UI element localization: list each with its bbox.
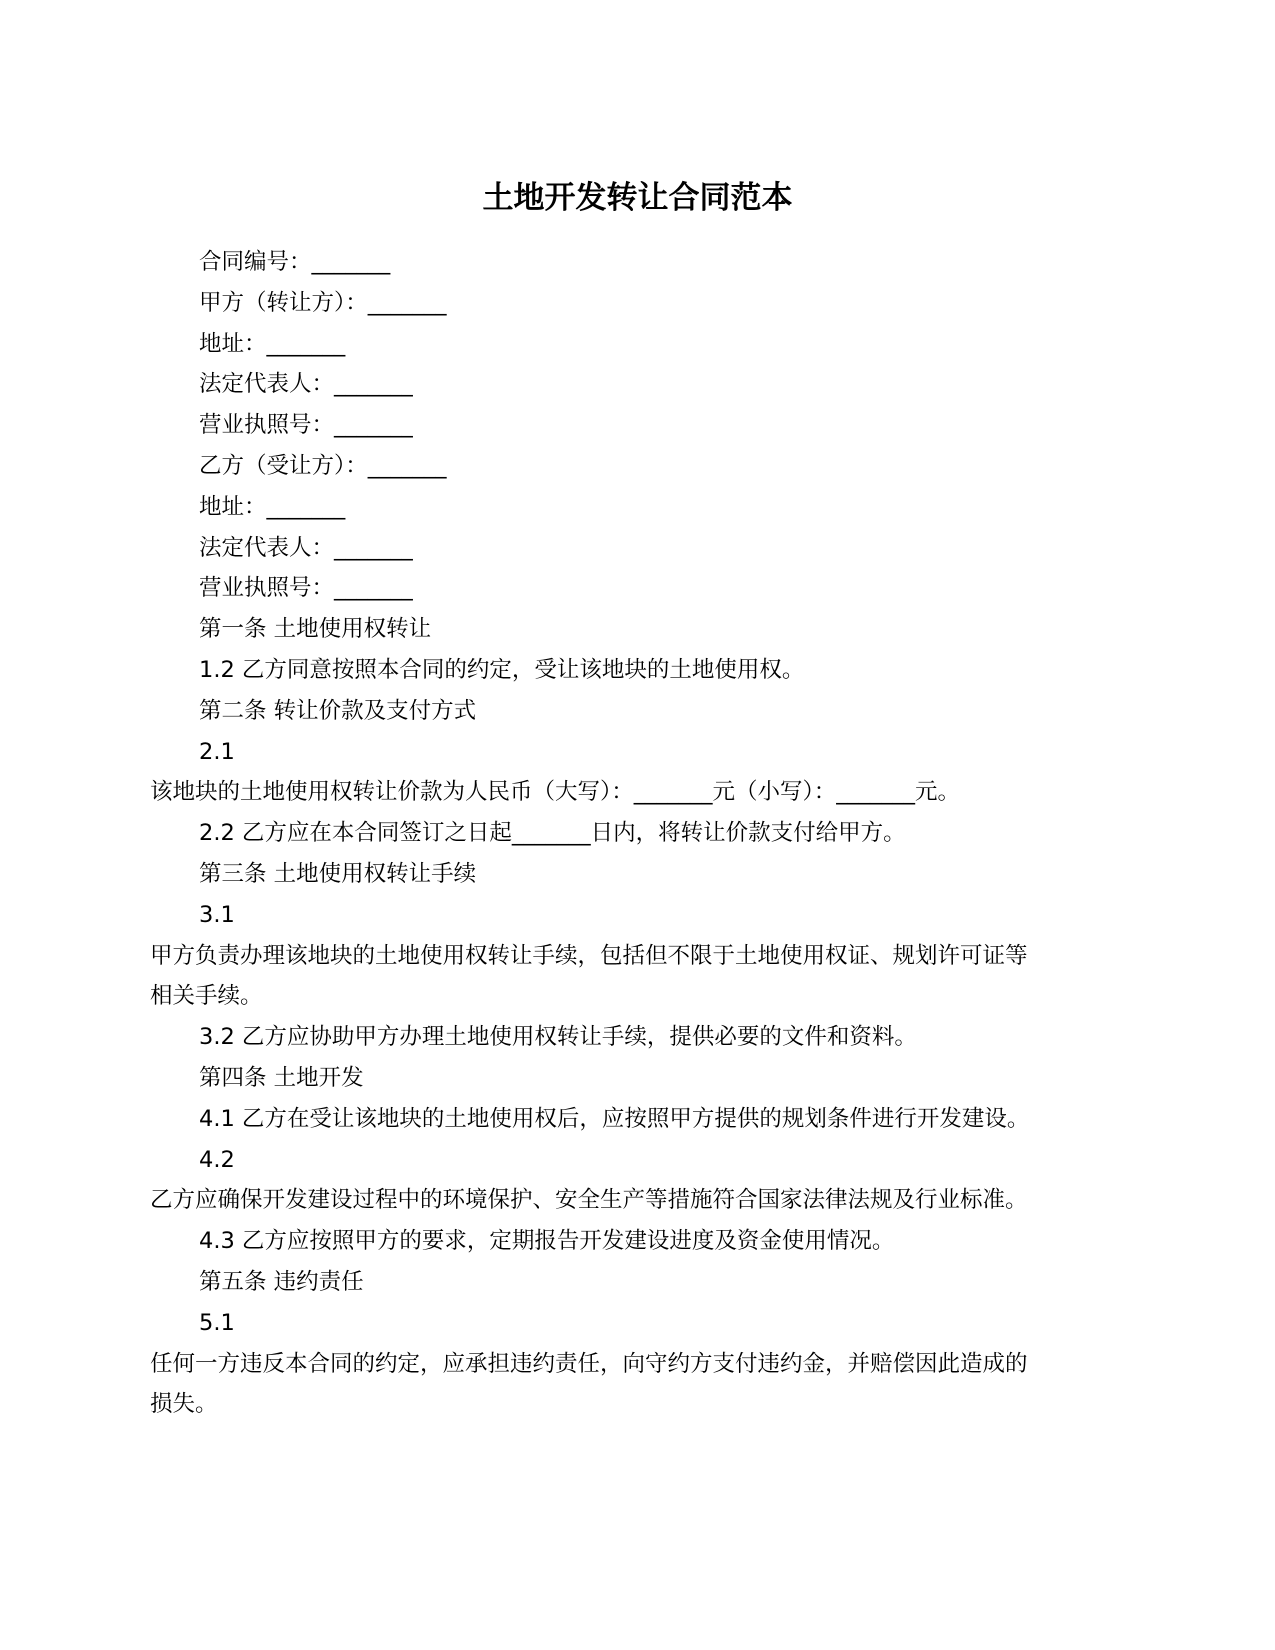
document-body <box>150 242 1135 1425</box>
document-line: 地址：_______ <box>199 493 346 520</box>
document-line: 地址：_______ <box>199 330 346 357</box>
document-line: 甲方负责办理该地块的土地使用权转让手续，包括但不限于土地使用权证、规划许可证等 <box>150 942 1028 969</box>
document-line: 4.3 乙方应按照甲方的要求，定期报告开发建设进度及资金使用情况。 <box>199 1228 895 1255</box>
document-line: 法定代表人：_______ <box>199 534 413 561</box>
document-line: 该地块的土地使用权转让价款为人民币（大写）：_______元（小写）：_______元。 <box>150 779 961 806</box>
document-line: 营业执照号：_______ <box>199 575 413 602</box>
document-line: 3.1 <box>199 901 235 928</box>
document-line: 第三条 土地使用权转让手续 <box>199 860 477 887</box>
document-line: 相关手续。 <box>150 983 263 1010</box>
document-line: 3.2 乙方应协助甲方办理土地使用权转让手续，提供必要的文件和资料。 <box>199 1024 917 1051</box>
document-line: 第二条 转让价款及支付方式 <box>199 697 477 724</box>
document-line: 法定代表人：_______ <box>199 371 413 398</box>
document-line: 第四条 土地开发 <box>199 1064 364 1091</box>
document-line: 营业执照号：_______ <box>199 412 413 439</box>
document-line: 5.1 <box>199 1309 235 1336</box>
document-line: 2.2 乙方应在本合同签订之日起_______日内，将转让价款支付给甲方。 <box>199 820 906 847</box>
document-line: 第一条 土地使用权转让 <box>199 616 432 643</box>
document-line: 甲方（转让方）：_______ <box>199 289 447 316</box>
document-line: 4.2 <box>199 1146 235 1173</box>
document-title: 土地开发转让合同范本 <box>482 180 793 216</box>
document-line: 2.1 <box>199 738 235 765</box>
document-line: 损失。 <box>150 1391 218 1418</box>
document-line: 第五条 违约责任 <box>199 1268 364 1295</box>
document-line: 乙方（受让方）：_______ <box>199 452 447 479</box>
document-line: 1.2 乙方同意按照本合同的约定，受让该地块的土地使用权。 <box>199 656 805 683</box>
document-line: 任何一方违反本合同的约定，应承担违约责任，向守约方支付违约金，并赔偿因此造成的 <box>150 1350 1028 1377</box>
document-line: 合同编号：_______ <box>199 249 391 275</box>
document-line: 4.1 乙方在受让该地块的土地使用权后，应按照甲方提供的规划条件进行开发建设。 <box>199 1105 1030 1132</box>
document-line: 乙方应确保开发建设过程中的环境保护、安全生产等措施符合国家法律法规及行业标准。 <box>150 1187 1028 1214</box>
